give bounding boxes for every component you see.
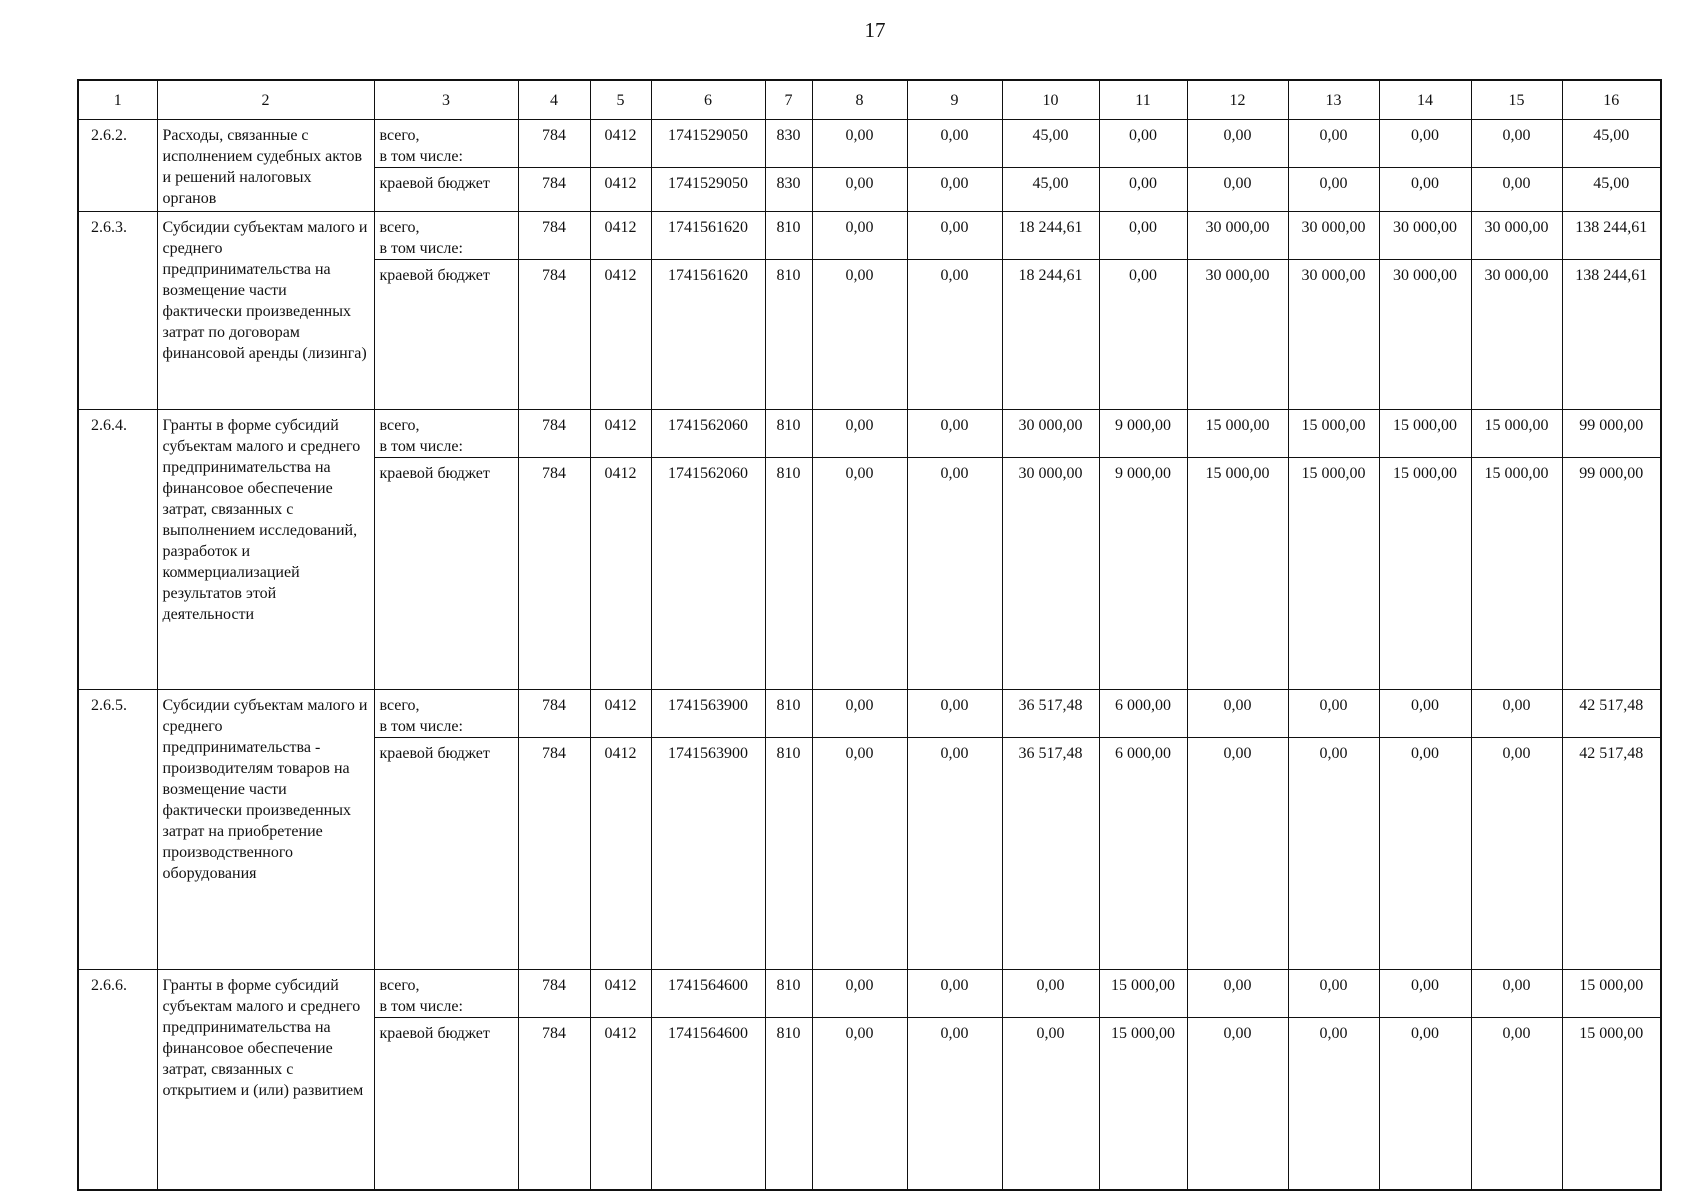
value-col-14: 30 000,00: [1379, 260, 1471, 410]
value-col-11: 0,00: [1099, 120, 1187, 168]
value-col-10: 0,00: [1002, 970, 1099, 1018]
code-c6: 1741564600: [651, 970, 765, 1018]
value-col-8: 0,00: [812, 168, 907, 212]
value-col-10: 18 244,61: [1002, 212, 1099, 260]
value-col-12: 30 000,00: [1187, 212, 1288, 260]
code-c6: 1741529050: [651, 120, 765, 168]
value-col-11: 0,00: [1099, 260, 1187, 410]
column-header-4: 4: [518, 80, 590, 120]
code-c5: 0412: [590, 260, 651, 410]
value-col-16: 42 517,48: [1562, 690, 1661, 738]
code-c4: 784: [518, 458, 590, 690]
value-col-9: 0,00: [907, 1018, 1002, 1190]
item-description: Гранты в форме субсидий субъектам малого и среднего предпринимательства на финансовое обеспечение затрат, связанных с выполнением исследований, разработок и коммерциализацией результатов этой деятельности: [157, 410, 374, 690]
column-header-15: 15: [1471, 80, 1562, 120]
code-c4: 784: [518, 120, 590, 168]
value-col-13: 0,00: [1288, 970, 1379, 1018]
code-c4: 784: [518, 738, 590, 970]
value-col-12: 15 000,00: [1187, 458, 1288, 690]
value-col-13: 0,00: [1288, 120, 1379, 168]
funding-source: краевой бюджет: [374, 738, 518, 970]
code-c6: 1741562060: [651, 458, 765, 690]
value-col-9: 0,00: [907, 410, 1002, 458]
value-col-9: 0,00: [907, 120, 1002, 168]
value-col-8: 0,00: [812, 970, 907, 1018]
value-col-15: 0,00: [1471, 1018, 1562, 1190]
value-col-15: 0,00: [1471, 120, 1562, 168]
code-c5: 0412: [590, 458, 651, 690]
code-c4: 784: [518, 1018, 590, 1190]
value-col-11: 0,00: [1099, 168, 1187, 212]
value-col-14: 0,00: [1379, 1018, 1471, 1190]
code-c6: 1741561620: [651, 260, 765, 410]
funding-source: всего, в том числе:: [374, 120, 518, 168]
value-col-16: 15 000,00: [1562, 1018, 1661, 1190]
funding-source: краевой бюджет: [374, 260, 518, 410]
table-row: [78, 410, 1661, 458]
table-row: [78, 120, 1661, 168]
value-col-16: 15 000,00: [1562, 970, 1661, 1018]
column-header-8: 8: [812, 80, 907, 120]
value-col-14: 0,00: [1379, 120, 1471, 168]
value-col-8: 0,00: [812, 690, 907, 738]
value-col-9: 0,00: [907, 458, 1002, 690]
value-col-12: 0,00: [1187, 120, 1288, 168]
value-col-9: 0,00: [907, 690, 1002, 738]
header-row: [78, 80, 1661, 120]
table-row: [78, 970, 1661, 1018]
value-col-14: 30 000,00: [1379, 212, 1471, 260]
value-col-8: 0,00: [812, 738, 907, 970]
funding-source: всего, в том числе:: [374, 970, 518, 1018]
funding-source: краевой бюджет: [374, 458, 518, 690]
code-c4: 784: [518, 212, 590, 260]
item-number: 2.6.5.: [78, 690, 157, 970]
value-col-13: 0,00: [1288, 690, 1379, 738]
column-header-13: 13: [1288, 80, 1379, 120]
value-col-16: 42 517,48: [1562, 738, 1661, 970]
column-header-16: 16: [1562, 80, 1661, 120]
column-header-11: 11: [1099, 80, 1187, 120]
code-c5: 0412: [590, 120, 651, 168]
value-col-8: 0,00: [812, 260, 907, 410]
value-col-14: 0,00: [1379, 970, 1471, 1018]
code-c7: 810: [765, 212, 812, 260]
column-header-2: 2: [157, 80, 374, 120]
value-col-13: 0,00: [1288, 738, 1379, 970]
value-col-10: 30 000,00: [1002, 458, 1099, 690]
value-col-14: 0,00: [1379, 690, 1471, 738]
value-col-13: 15 000,00: [1288, 410, 1379, 458]
value-col-15: 30 000,00: [1471, 260, 1562, 410]
value-col-15: 0,00: [1471, 690, 1562, 738]
value-col-16: 138 244,61: [1562, 260, 1661, 410]
code-c5: 0412: [590, 970, 651, 1018]
code-c6: 1741562060: [651, 410, 765, 458]
value-col-9: 0,00: [907, 168, 1002, 212]
value-col-16: 99 000,00: [1562, 458, 1661, 690]
value-col-14: 0,00: [1379, 738, 1471, 970]
table-row: [78, 690, 1661, 738]
code-c7: 810: [765, 1018, 812, 1190]
column-header-12: 12: [1187, 80, 1288, 120]
code-c5: 0412: [590, 212, 651, 260]
value-col-9: 0,00: [907, 738, 1002, 970]
value-col-14: 15 000,00: [1379, 458, 1471, 690]
item-description: Субсидии субъектам малого и среднего предпринимательства - производителям товаров на возмещение части фактически произведенных затрат на приобретение производственного оборудования: [157, 690, 374, 970]
value-col-8: 0,00: [812, 458, 907, 690]
value-col-12: 0,00: [1187, 738, 1288, 970]
code-c7: 810: [765, 458, 812, 690]
value-col-13: 15 000,00: [1288, 458, 1379, 690]
code-c4: 784: [518, 260, 590, 410]
value-col-9: 0,00: [907, 212, 1002, 260]
item-number: 2.6.4.: [78, 410, 157, 690]
code-c5: 0412: [590, 738, 651, 970]
value-col-11: 15 000,00: [1099, 970, 1187, 1018]
item-description: Субсидии субъектам малого и среднего предпринимательства на возмещение части фактически произведенных затрат по договорам финансовой аренды (лизинга): [157, 212, 374, 410]
table-row: [78, 212, 1661, 260]
code-c6: 1741563900: [651, 690, 765, 738]
code-c5: 0412: [590, 168, 651, 212]
value-col-12: 0,00: [1187, 690, 1288, 738]
value-col-8: 0,00: [812, 120, 907, 168]
code-c4: 784: [518, 168, 590, 212]
value-col-12: 0,00: [1187, 970, 1288, 1018]
column-header-10: 10: [1002, 80, 1099, 120]
code-c4: 784: [518, 410, 590, 458]
value-col-10: 0,00: [1002, 1018, 1099, 1190]
value-col-13: 30 000,00: [1288, 212, 1379, 260]
code-c7: 810: [765, 410, 812, 458]
table-body: [78, 80, 1661, 1190]
funding-source: всего, в том числе:: [374, 410, 518, 458]
code-c7: 810: [765, 970, 812, 1018]
value-col-15: 30 000,00: [1471, 212, 1562, 260]
value-col-10: 18 244,61: [1002, 260, 1099, 410]
value-col-15: 15 000,00: [1471, 410, 1562, 458]
value-col-10: 45,00: [1002, 120, 1099, 168]
value-col-8: 0,00: [812, 1018, 907, 1190]
value-col-12: 0,00: [1187, 1018, 1288, 1190]
code-c6: 1741564600: [651, 1018, 765, 1190]
value-col-14: 15 000,00: [1379, 410, 1471, 458]
value-col-16: 99 000,00: [1562, 410, 1661, 458]
value-col-16: 45,00: [1562, 168, 1661, 212]
value-col-15: 0,00: [1471, 970, 1562, 1018]
value-col-15: 0,00: [1471, 738, 1562, 970]
funding-source: краевой бюджет: [374, 168, 518, 212]
funding-source: всего, в том числе:: [374, 212, 518, 260]
value-col-14: 0,00: [1379, 168, 1471, 212]
value-col-13: 0,00: [1288, 1018, 1379, 1190]
code-c5: 0412: [590, 1018, 651, 1190]
value-col-13: 0,00: [1288, 168, 1379, 212]
item-number: 2.6.2.: [78, 120, 157, 212]
column-header-7: 7: [765, 80, 812, 120]
value-col-10: 36 517,48: [1002, 738, 1099, 970]
code-c7: 830: [765, 120, 812, 168]
value-col-11: 15 000,00: [1099, 1018, 1187, 1190]
column-header-9: 9: [907, 80, 1002, 120]
item-description: Гранты в форме субсидий субъектам малого и среднего предпринимательства на финансовое обеспечение затрат, связанных с открытием и (или) развитием: [157, 970, 374, 1190]
column-header-1: 1: [78, 80, 157, 120]
column-header-5: 5: [590, 80, 651, 120]
value-col-15: 0,00: [1471, 168, 1562, 212]
column-header-14: 14: [1379, 80, 1471, 120]
value-col-12: 15 000,00: [1187, 410, 1288, 458]
value-col-10: 36 517,48: [1002, 690, 1099, 738]
code-c4: 784: [518, 970, 590, 1018]
value-col-11: 0,00: [1099, 212, 1187, 260]
column-header-3: 3: [374, 80, 518, 120]
code-c5: 0412: [590, 410, 651, 458]
value-col-10: 30 000,00: [1002, 410, 1099, 458]
value-col-11: 6 000,00: [1099, 738, 1187, 970]
code-c5: 0412: [590, 690, 651, 738]
funding-source: всего, в том числе:: [374, 690, 518, 738]
code-c4: 784: [518, 690, 590, 738]
value-col-8: 0,00: [812, 212, 907, 260]
code-c7: 810: [765, 738, 812, 970]
value-col-9: 0,00: [907, 970, 1002, 1018]
item-number: 2.6.6.: [78, 970, 157, 1190]
code-c6: 1741563900: [651, 738, 765, 970]
budget-table: [77, 79, 1662, 1191]
value-col-12: 0,00: [1187, 168, 1288, 212]
code-c7: 830: [765, 168, 812, 212]
value-col-8: 0,00: [812, 410, 907, 458]
value-col-11: 6 000,00: [1099, 690, 1187, 738]
value-col-13: 30 000,00: [1288, 260, 1379, 410]
item-number: 2.6.3.: [78, 212, 157, 410]
value-col-11: 9 000,00: [1099, 458, 1187, 690]
column-header-6: 6: [651, 80, 765, 120]
value-col-15: 15 000,00: [1471, 458, 1562, 690]
code-c6: 1741561620: [651, 212, 765, 260]
page-number: 17: [864, 18, 886, 42]
code-c7: 810: [765, 690, 812, 738]
value-col-9: 0,00: [907, 260, 1002, 410]
table-container: [77, 79, 1662, 1191]
item-description: Расходы, связанные с исполнением судебных актов и решений налоговых органов: [157, 120, 374, 212]
value-col-16: 138 244,61: [1562, 212, 1661, 260]
funding-source: краевой бюджет: [374, 1018, 518, 1190]
value-col-11: 9 000,00: [1099, 410, 1187, 458]
value-col-10: 45,00: [1002, 168, 1099, 212]
value-col-16: 45,00: [1562, 120, 1661, 168]
code-c6: 1741529050: [651, 168, 765, 212]
code-c7: 810: [765, 260, 812, 410]
value-col-12: 30 000,00: [1187, 260, 1288, 410]
